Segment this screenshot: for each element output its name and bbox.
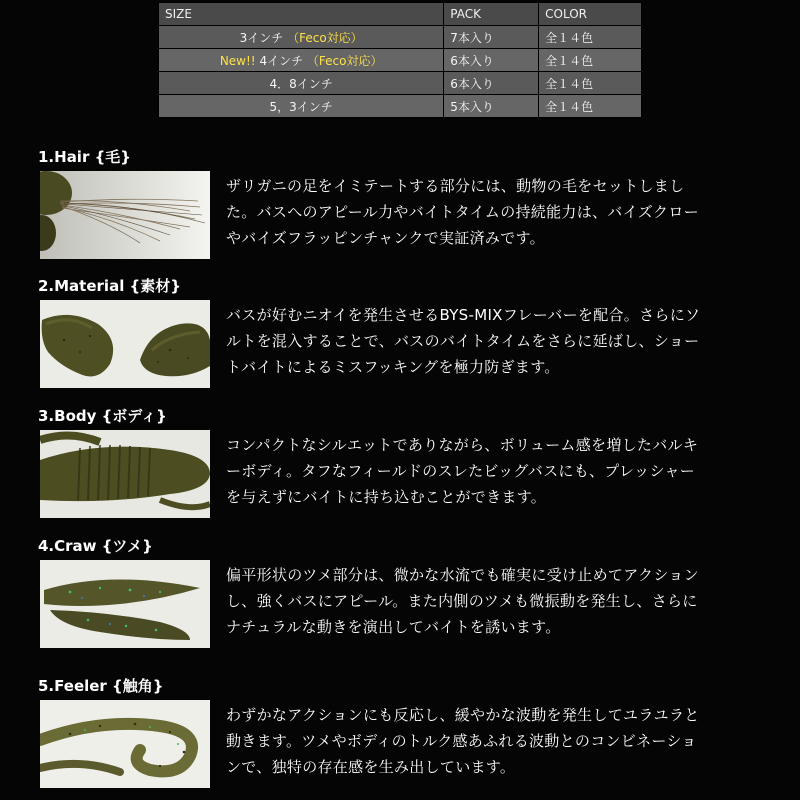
spec-color: 全１４色 (539, 95, 642, 118)
feeler-photo (40, 700, 210, 788)
description-line: ーボディ。タフなフィールドのスレたビッグバスにも、プレッシャー (226, 462, 696, 480)
spec-size: 4インチ (259, 53, 304, 68)
description-line: ザリガニの足をイミテートする部分には、動物の毛をセットしまし (226, 177, 685, 195)
spec-row (159, 72, 642, 95)
description-line: わずかなアクションにも反応し、緩やかな波動を発生してユラユラと (226, 706, 700, 724)
spec-header-pack: PACK (444, 3, 539, 26)
spec-feco: （Feco対応） (306, 53, 383, 68)
description-line: トバイトによるミスフッキングを極力防ぎます。 (226, 358, 560, 376)
spec-table (158, 2, 642, 118)
description-line: し、強くバスにアピール。また内側のツメも微振動を発生し、さらに (226, 592, 698, 610)
spec-pack: 6本入り (444, 72, 539, 95)
description-line: ンで、独特の存在感を生み出しています。 (226, 758, 516, 776)
feature-description (226, 562, 778, 640)
feature-title: 2.Material {素材} (38, 277, 181, 295)
spec-color: 全１４色 (539, 26, 642, 49)
description-line: ナチュラルな動きを演出してバイトを誘います。 (226, 618, 561, 636)
feature-description (226, 702, 778, 780)
description-line: バスが好むニオイを発生させるBYS-MIXフレーバーを配合。さらにソ (226, 306, 701, 324)
hair-photo (40, 171, 210, 259)
craw-photo (40, 560, 210, 648)
description-line: た。バスへのアピール力やバイトタイムの持続能力は、バイズクロー (226, 203, 699, 221)
feature-material (38, 276, 778, 394)
spec-size: 4．8インチ (269, 76, 333, 91)
description-line: を与えずにバイトに持ち込むことができます。 (226, 488, 547, 506)
spec-row (159, 49, 642, 72)
feature-feeler (38, 676, 778, 794)
feature-craw (38, 536, 778, 654)
spec-feco: （Feco対応） (287, 30, 363, 45)
spec-row (159, 26, 642, 49)
spec-pack: 5本入り (444, 95, 539, 118)
material-photo (40, 300, 210, 388)
spec-header-row (159, 3, 642, 26)
feature-hair (38, 147, 778, 265)
spec-header-color: COLOR (539, 3, 642, 26)
spec-pack: 6本入り (444, 49, 539, 72)
feature-title: 4.Craw {ツメ} (38, 537, 153, 555)
feature-title: 5.Feeler {触角} (38, 677, 164, 695)
feature-title: 3.Body {ボディ} (38, 407, 167, 425)
spec-size-cell (159, 95, 444, 118)
feature-description (226, 432, 778, 510)
spec-color: 全１４色 (539, 49, 642, 72)
spec-size-cell (159, 72, 444, 95)
spec-size: 3インチ (239, 30, 284, 45)
description-line: コンパクトなシルエットでありながら、ボリューム感を増したバルキ (226, 436, 699, 454)
description-line: ルトを混入することで、バスのバイトタイムをさらに延ばし、ショー (226, 332, 700, 350)
description-line: 動きます。ツメやボディのトルク感あふれる波動とのコンビネーショ (226, 732, 697, 750)
feature-title: 1.Hair {毛} (38, 148, 131, 166)
description-line: 偏平形状のツメ部分は、微かな水流でも確実に受け止めてアクション (226, 566, 699, 584)
spec-new-badge: New!! (219, 53, 256, 68)
body-photo (40, 430, 210, 518)
spec-pack: 7本入り (444, 26, 539, 49)
feature-body (38, 406, 778, 524)
spec-header-size: SIZE (159, 3, 444, 26)
feature-description (226, 302, 778, 380)
description-line: やバイズフラッピンチャンクで実証済みです。 (226, 229, 545, 247)
spec-size-cell (159, 49, 444, 72)
spec-color: 全１４色 (539, 72, 642, 95)
feature-description (226, 173, 778, 251)
spec-size: 5，3インチ (269, 99, 333, 114)
spec-row (159, 95, 642, 118)
spec-size-cell (159, 26, 444, 49)
